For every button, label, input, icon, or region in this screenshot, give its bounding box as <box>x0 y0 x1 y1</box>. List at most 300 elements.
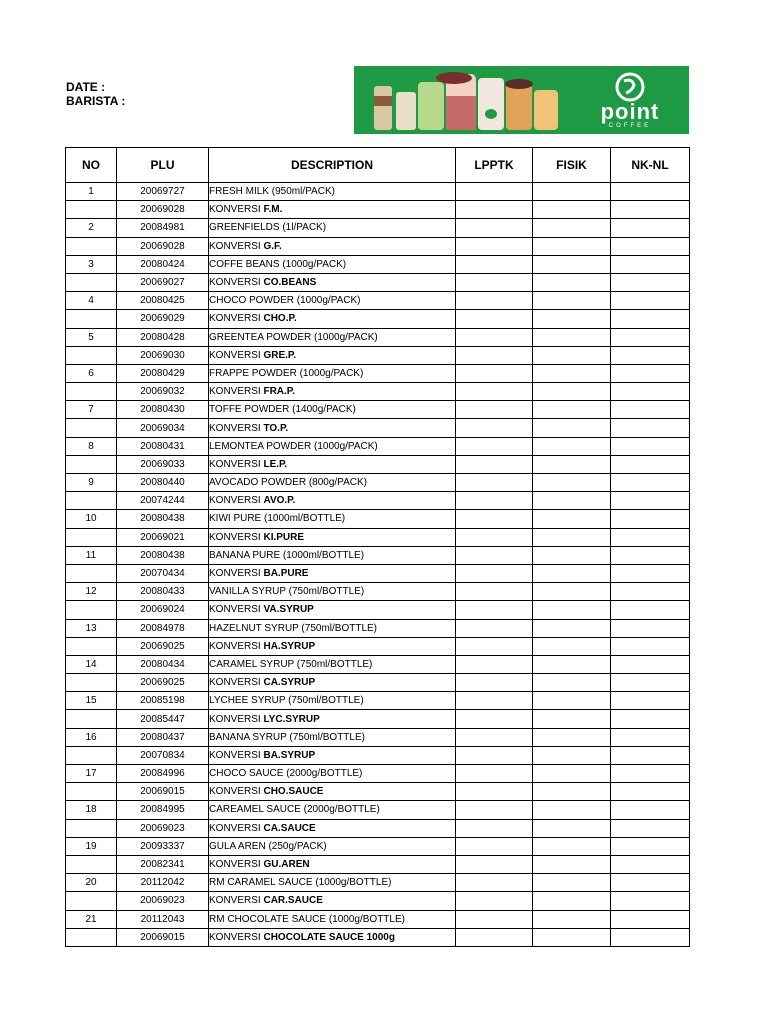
row-fisik-cell <box>533 583 611 601</box>
row-lpptk-cell <box>456 892 533 910</box>
table-row <box>66 801 690 819</box>
row-no: 20 <box>66 874 117 892</box>
row-nk-nl-cell <box>611 546 690 564</box>
table-row <box>66 674 690 692</box>
konversi-prefix: KONVERSI <box>209 568 264 580</box>
konversi-prefix: KONVERSI <box>209 604 264 616</box>
table-body <box>66 183 690 947</box>
barista-label: BARISTA : <box>66 94 126 108</box>
row-description <box>209 601 456 619</box>
row-lpptk-cell <box>456 219 533 237</box>
row-description: RM CHOCOLATE SAUCE (1000g/BOTTLE) <box>209 910 456 928</box>
row-nk-nl-cell <box>611 419 690 437</box>
row-lpptk-cell <box>456 546 533 564</box>
row-plu: 20082341 <box>117 855 209 873</box>
row-no <box>66 492 117 510</box>
row-no <box>66 746 117 764</box>
row-description: HAZELNUT SYRUP (750ml/BOTTLE) <box>209 619 456 637</box>
col-header-nk-nl: NK-NL <box>611 148 690 183</box>
row-description <box>209 564 456 582</box>
row-plu: 20085198 <box>117 692 209 710</box>
row-lpptk-cell <box>456 765 533 783</box>
row-fisik-cell <box>533 292 611 310</box>
konversi-prefix: KONVERSI <box>209 786 264 798</box>
table-row <box>66 910 690 928</box>
row-lpptk-cell <box>456 910 533 928</box>
row-nk-nl-cell <box>611 310 690 328</box>
table-row <box>66 710 690 728</box>
table-row <box>66 546 690 564</box>
row-description: FRESH MILK (950ml/PACK) <box>209 183 456 201</box>
row-nk-nl-cell <box>611 455 690 473</box>
row-no <box>66 601 117 619</box>
row-no: 14 <box>66 655 117 673</box>
konversi-code: CA.SAUCE <box>263 822 316 834</box>
row-nk-nl-cell <box>611 237 690 255</box>
table-row <box>66 655 690 673</box>
row-lpptk-cell <box>456 928 533 946</box>
row-fisik-cell <box>533 328 611 346</box>
table-row <box>66 310 690 328</box>
table-row <box>66 819 690 837</box>
row-no <box>66 928 117 946</box>
row-description: BANANA SYRUP (750ml/BOTTLE) <box>209 728 456 746</box>
row-no: 3 <box>66 255 117 273</box>
row-fisik-cell <box>533 455 611 473</box>
konversi-prefix: KONVERSI <box>209 822 264 834</box>
row-no: 2 <box>66 219 117 237</box>
row-no: 8 <box>66 437 117 455</box>
row-fisik-cell <box>533 437 611 455</box>
row-lpptk-cell <box>456 855 533 873</box>
row-fisik-cell <box>533 874 611 892</box>
table-row <box>66 564 690 582</box>
row-nk-nl-cell <box>611 364 690 382</box>
row-lpptk-cell <box>456 183 533 201</box>
stock-table <box>65 147 690 947</box>
row-description: LYCHEE SYRUP (750ml/BOTTLE) <box>209 692 456 710</box>
row-plu: 20069028 <box>117 201 209 219</box>
row-fisik-cell <box>533 710 611 728</box>
row-description <box>209 928 456 946</box>
row-lpptk-cell <box>456 655 533 673</box>
table-row <box>66 492 690 510</box>
row-description: VANILLA SYRUP (750ml/BOTTLE) <box>209 583 456 601</box>
table-row <box>66 255 690 273</box>
row-fisik-cell <box>533 783 611 801</box>
konversi-code: CO.BEANS <box>263 277 317 289</box>
table-row <box>66 183 690 201</box>
row-lpptk-cell <box>456 583 533 601</box>
row-lpptk-cell <box>456 273 533 291</box>
konversi-code: AVO.P. <box>263 495 296 507</box>
konversi-code: VA.SYRUP <box>263 604 314 616</box>
row-nk-nl-cell <box>611 910 690 928</box>
row-plu: 20069025 <box>117 637 209 655</box>
row-plu: 20080430 <box>117 401 209 419</box>
row-lpptk-cell <box>456 401 533 419</box>
konversi-code: CHO.SAUCE <box>263 786 324 798</box>
row-no: 16 <box>66 728 117 746</box>
row-plu: 20080438 <box>117 510 209 528</box>
row-fisik-cell <box>533 601 611 619</box>
row-plu: 20080438 <box>117 546 209 564</box>
row-lpptk-cell <box>456 528 533 546</box>
row-no <box>66 237 117 255</box>
row-fisik-cell <box>533 801 611 819</box>
row-no <box>66 637 117 655</box>
konversi-prefix: KONVERSI <box>209 495 264 507</box>
row-lpptk-cell <box>456 728 533 746</box>
konversi-prefix: KONVERSI <box>209 386 264 398</box>
row-plu: 20069033 <box>117 455 209 473</box>
konversi-code: CHOCOLATE SAUCE 1000g <box>263 931 395 943</box>
row-fisik-cell <box>533 364 611 382</box>
table-row <box>66 383 690 401</box>
table-row <box>66 328 690 346</box>
row-description <box>209 674 456 692</box>
row-description: GREENTEA POWDER (1000g/PACK) <box>209 328 456 346</box>
table-row <box>66 273 690 291</box>
konversi-code: F.M. <box>263 204 283 216</box>
table-row <box>66 364 690 382</box>
row-fisik-cell <box>533 401 611 419</box>
row-description <box>209 383 456 401</box>
row-plu: 20112043 <box>117 910 209 928</box>
row-lpptk-cell <box>456 692 533 710</box>
konversi-code: CA.SYRUP <box>263 677 316 689</box>
row-nk-nl-cell <box>611 710 690 728</box>
row-description <box>209 492 456 510</box>
row-description: GULA AREN (250g/PACK) <box>209 837 456 855</box>
row-plu: 20084978 <box>117 619 209 637</box>
konversi-prefix: KONVERSI <box>209 531 264 543</box>
row-fisik-cell <box>533 474 611 492</box>
row-plu: 20069030 <box>117 346 209 364</box>
row-no: 7 <box>66 401 117 419</box>
row-description <box>209 855 456 873</box>
konversi-prefix: KONVERSI <box>209 240 264 252</box>
table-row <box>66 474 690 492</box>
row-plu: 20069021 <box>117 528 209 546</box>
row-fisik-cell <box>533 183 611 201</box>
row-plu: 20069029 <box>117 310 209 328</box>
row-plu: 20084996 <box>117 765 209 783</box>
row-description: CHOCO POWDER (1000g/PACK) <box>209 292 456 310</box>
row-nk-nl-cell <box>611 346 690 364</box>
table-row <box>66 619 690 637</box>
row-plu: 20070434 <box>117 564 209 582</box>
row-nk-nl-cell <box>611 273 690 291</box>
row-no: 17 <box>66 765 117 783</box>
konversi-code: HA.SYRUP <box>263 640 316 652</box>
row-nk-nl-cell <box>611 437 690 455</box>
row-plu: 20080429 <box>117 364 209 382</box>
row-description <box>209 201 456 219</box>
row-nk-nl-cell <box>611 510 690 528</box>
row-no: 4 <box>66 292 117 310</box>
table-row <box>66 837 690 855</box>
row-plu: 20069727 <box>117 183 209 201</box>
row-nk-nl-cell <box>611 601 690 619</box>
konversi-code: GRE.P. <box>263 349 297 361</box>
row-fisik-cell <box>533 746 611 764</box>
row-plu: 20069028 <box>117 237 209 255</box>
row-plu: 20069015 <box>117 783 209 801</box>
table-row <box>66 765 690 783</box>
row-no <box>66 383 117 401</box>
col-header-lpptk: LPPTK <box>456 148 533 183</box>
table-row <box>66 728 690 746</box>
konversi-prefix: KONVERSI <box>209 895 264 907</box>
row-description: KIWI PURE (1000ml/BOTTLE) <box>209 510 456 528</box>
row-lpptk-cell <box>456 801 533 819</box>
date-label: DATE : <box>66 80 106 94</box>
row-no: 18 <box>66 801 117 819</box>
konversi-prefix: KONVERSI <box>209 859 264 871</box>
table-row <box>66 928 690 946</box>
row-no <box>66 201 117 219</box>
konversi-prefix: KONVERSI <box>209 204 264 216</box>
row-plu: 20080431 <box>117 437 209 455</box>
konversi-code: CHO.P. <box>263 313 297 325</box>
row-lpptk-cell <box>456 492 533 510</box>
table-row <box>66 401 690 419</box>
table-row <box>66 601 690 619</box>
row-nk-nl-cell <box>611 855 690 873</box>
row-lpptk-cell <box>456 437 533 455</box>
row-plu: 20069023 <box>117 892 209 910</box>
row-nk-nl-cell <box>611 765 690 783</box>
row-plu: 20084995 <box>117 801 209 819</box>
row-fisik-cell <box>533 201 611 219</box>
row-fisik-cell <box>533 346 611 364</box>
row-nk-nl-cell <box>611 219 690 237</box>
row-fisik-cell <box>533 892 611 910</box>
row-plu: 20069027 <box>117 273 209 291</box>
konversi-prefix: KONVERSI <box>209 713 264 725</box>
row-fisik-cell <box>533 564 611 582</box>
row-plu: 20080433 <box>117 583 209 601</box>
row-description <box>209 710 456 728</box>
konversi-prefix: KONVERSI <box>209 349 264 361</box>
table-row <box>66 855 690 873</box>
row-plu: 20069024 <box>117 601 209 619</box>
row-description <box>209 237 456 255</box>
row-description <box>209 746 456 764</box>
row-fisik-cell <box>533 310 611 328</box>
row-no: 5 <box>66 328 117 346</box>
row-nk-nl-cell <box>611 328 690 346</box>
brand-sub: COFFEE <box>608 123 652 129</box>
row-lpptk-cell <box>456 474 533 492</box>
row-description <box>209 346 456 364</box>
row-fisik-cell <box>533 510 611 528</box>
row-nk-nl-cell <box>611 583 690 601</box>
row-lpptk-cell <box>456 510 533 528</box>
row-no <box>66 710 117 728</box>
row-description: COFFE BEANS (1000g/PACK) <box>209 255 456 273</box>
row-no: 11 <box>66 546 117 564</box>
row-description <box>209 637 456 655</box>
row-plu: 20080437 <box>117 728 209 746</box>
row-description <box>209 783 456 801</box>
point-logo <box>590 72 670 130</box>
row-plu: 20069032 <box>117 383 209 401</box>
row-no: 13 <box>66 619 117 637</box>
table-row <box>66 510 690 528</box>
row-fisik-cell <box>533 910 611 928</box>
row-no: 15 <box>66 692 117 710</box>
row-plu: 20069023 <box>117 819 209 837</box>
row-lpptk-cell <box>456 564 533 582</box>
row-nk-nl-cell <box>611 201 690 219</box>
row-plu: 20069015 <box>117 928 209 946</box>
row-nk-nl-cell <box>611 474 690 492</box>
row-plu: 20074244 <box>117 492 209 510</box>
row-no <box>66 310 117 328</box>
row-no: 1 <box>66 183 117 201</box>
row-nk-nl-cell <box>611 564 690 582</box>
table-row <box>66 419 690 437</box>
row-fisik-cell <box>533 674 611 692</box>
konversi-prefix: KONVERSI <box>209 640 264 652</box>
row-fisik-cell <box>533 528 611 546</box>
table-row <box>66 219 690 237</box>
row-fisik-cell <box>533 765 611 783</box>
row-no: 6 <box>66 364 117 382</box>
row-plu: 20080434 <box>117 655 209 673</box>
col-header-fisik: FISIK <box>533 148 611 183</box>
row-nk-nl-cell <box>611 183 690 201</box>
row-lpptk-cell <box>456 619 533 637</box>
table-row <box>66 583 690 601</box>
row-description: RM CARAMEL SAUCE (1000g/BOTTLE) <box>209 874 456 892</box>
table-row <box>66 528 690 546</box>
row-lpptk-cell <box>456 837 533 855</box>
konversi-code: CAR.SAUCE <box>263 895 323 907</box>
row-lpptk-cell <box>456 710 533 728</box>
row-no: 21 <box>66 910 117 928</box>
konversi-code: LYC.SYRUP <box>263 713 320 725</box>
row-lpptk-cell <box>456 364 533 382</box>
konversi-code: BA.PURE <box>263 568 309 580</box>
row-description: CARAMEL SYRUP (750ml/BOTTLE) <box>209 655 456 673</box>
konversi-prefix: KONVERSI <box>209 931 264 943</box>
row-no: 10 <box>66 510 117 528</box>
row-no <box>66 819 117 837</box>
row-no <box>66 564 117 582</box>
table-row <box>66 346 690 364</box>
konversi-prefix: KONVERSI <box>209 458 264 470</box>
row-description <box>209 419 456 437</box>
row-nk-nl-cell <box>611 292 690 310</box>
table-row <box>66 437 690 455</box>
konversi-code: LE.P. <box>263 458 288 470</box>
row-fisik-cell <box>533 546 611 564</box>
row-lpptk-cell <box>456 419 533 437</box>
row-no: 12 <box>66 583 117 601</box>
row-description: CAREAMEL SAUCE (2000g/BOTTLE) <box>209 801 456 819</box>
brand-banner <box>354 66 689 134</box>
row-description <box>209 528 456 546</box>
row-fisik-cell <box>533 928 611 946</box>
row-description: LEMONTEA POWDER (1000g/PACK) <box>209 437 456 455</box>
row-no <box>66 528 117 546</box>
row-description <box>209 455 456 473</box>
row-no <box>66 783 117 801</box>
row-description: GREENFIELDS (1l/PACK) <box>209 219 456 237</box>
brand-name: point <box>600 99 660 124</box>
row-fisik-cell <box>533 383 611 401</box>
row-lpptk-cell <box>456 674 533 692</box>
row-fisik-cell <box>533 637 611 655</box>
row-plu: 20080428 <box>117 328 209 346</box>
row-fisik-cell <box>533 655 611 673</box>
row-plu: 20080425 <box>117 292 209 310</box>
row-nk-nl-cell <box>611 783 690 801</box>
row-fisik-cell <box>533 492 611 510</box>
row-no <box>66 273 117 291</box>
point-logo-icon <box>612 72 648 102</box>
row-no <box>66 892 117 910</box>
row-nk-nl-cell <box>611 746 690 764</box>
row-description: AVOCADO POWDER (800g/PACK) <box>209 474 456 492</box>
table-row <box>66 874 690 892</box>
row-description: CHOCO SAUCE (2000g/BOTTLE) <box>209 765 456 783</box>
row-nk-nl-cell <box>611 801 690 819</box>
row-lpptk-cell <box>456 455 533 473</box>
row-nk-nl-cell <box>611 692 690 710</box>
konversi-prefix: KONVERSI <box>209 422 264 434</box>
konversi-prefix: KONVERSI <box>209 749 264 761</box>
row-plu: 20080424 <box>117 255 209 273</box>
row-no <box>66 346 117 364</box>
row-lpptk-cell <box>456 255 533 273</box>
row-description <box>209 819 456 837</box>
row-fisik-cell <box>533 819 611 837</box>
row-nk-nl-cell <box>611 819 690 837</box>
row-no <box>66 855 117 873</box>
row-lpptk-cell <box>456 746 533 764</box>
row-nk-nl-cell <box>611 637 690 655</box>
konversi-prefix: KONVERSI <box>209 277 264 289</box>
konversi-code: G.F. <box>263 240 282 252</box>
row-lpptk-cell <box>456 328 533 346</box>
row-plu: 20084981 <box>117 219 209 237</box>
table-row <box>66 455 690 473</box>
row-lpptk-cell <box>456 874 533 892</box>
row-no: 9 <box>66 474 117 492</box>
col-header-no: NO <box>66 148 117 183</box>
row-lpptk-cell <box>456 201 533 219</box>
row-nk-nl-cell <box>611 674 690 692</box>
row-nk-nl-cell <box>611 528 690 546</box>
row-no <box>66 419 117 437</box>
row-nk-nl-cell <box>611 492 690 510</box>
konversi-code: TO.P. <box>263 422 289 434</box>
konversi-code: FRA.P. <box>263 386 295 398</box>
row-nk-nl-cell <box>611 874 690 892</box>
row-fisik-cell <box>533 273 611 291</box>
row-description <box>209 892 456 910</box>
row-lpptk-cell <box>456 292 533 310</box>
row-lpptk-cell <box>456 310 533 328</box>
row-lpptk-cell <box>456 783 533 801</box>
row-lpptk-cell <box>456 237 533 255</box>
row-nk-nl-cell <box>611 383 690 401</box>
row-fisik-cell <box>533 255 611 273</box>
